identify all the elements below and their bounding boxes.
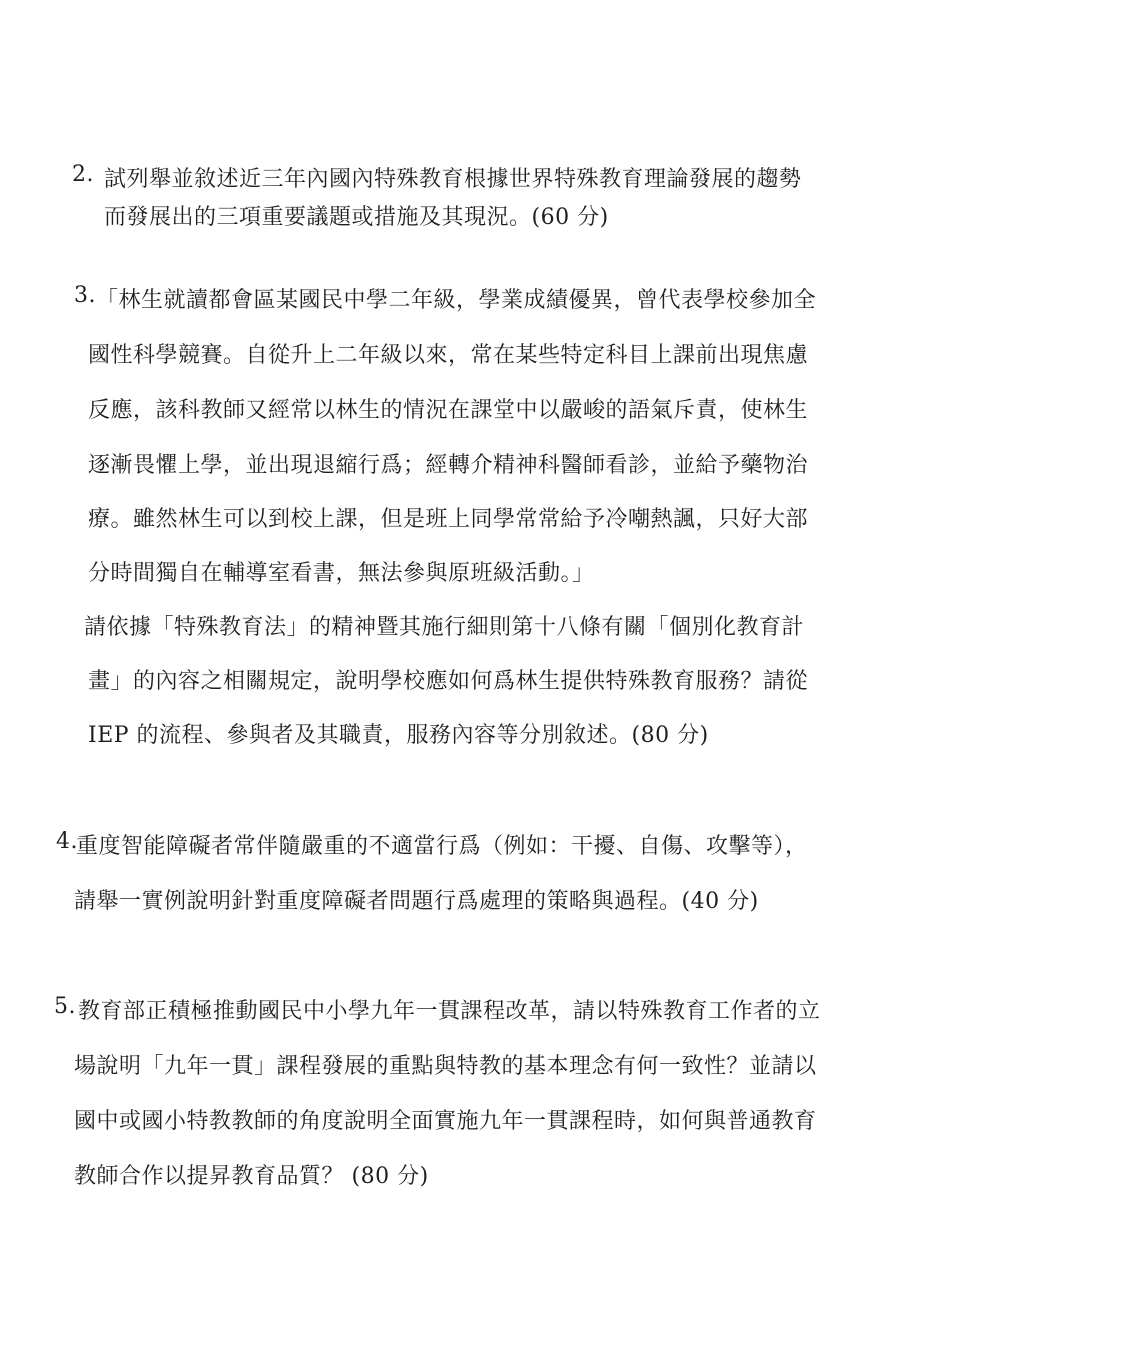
question-text-line: 「林生就讀都會區某國民中學二年級，學業成績優異，曾代表學校參加全 xyxy=(96,288,817,313)
question-text-line: 試列舉並敘述近三年內國內特殊教育根據世界特殊教育理論發展的趨勢 xyxy=(104,167,802,192)
question-text-line: 請舉一實例說明針對重度障礙者問題行爲處理的策略與過程。(40 分) xyxy=(74,889,759,914)
question-text-line: 教育部正積極推動國民中小學九年一貫課程改革，請以特殊教育工作者的立 xyxy=(78,999,821,1024)
question-text-line: 場說明「九年一貫」課程發展的重點與特教的基本理念有何一致性？並請以 xyxy=(74,1054,817,1079)
question-text-line: 而發展出的三項重要議題或措施及其現況。(60 分) xyxy=(104,205,609,230)
question-number: 4. xyxy=(56,829,78,854)
question-text-line: 請依據「特殊教育法」的精神暨其施行細則第十八條有關「個別化教育計 xyxy=(84,615,805,640)
question-number: 2. xyxy=(72,162,94,187)
question-number: 5. xyxy=(54,994,76,1019)
question-text-line: 國性科學競賽。自從升上二年級以來，常在某些特定科目上課前出現焦慮 xyxy=(88,343,809,368)
question-text-line: 逐漸畏懼上學，並出現退縮行爲；經轉介精神科醫師看診，並給予藥物治 xyxy=(88,453,809,478)
question-text-line: 畫」的內容之相關規定，說明學校應如何爲林生提供特殊教育服務？請從 xyxy=(88,669,809,694)
question-text-line: 反應，該科教師又經常以林生的情況在課堂中以嚴峻的語氣斥責，使林生 xyxy=(88,398,809,423)
question-text-line: 重度智能障礙者常伴隨嚴重的不適當行爲（例如：干擾、自傷、攻擊等）， xyxy=(76,834,808,859)
question-text-line: 教師合作以提昇教育品質？ (80 分) xyxy=(74,1164,429,1189)
question-text-line: 分時間獨自在輔導室看書，無法參與原班級活動。」 xyxy=(88,561,595,586)
question-number: 3. xyxy=(74,283,96,308)
question-text-line: 療。雖然林生可以到校上課，但是班上同學常常給予冷嘲熱諷，只好大部 xyxy=(88,507,809,532)
question-text-line: IEP 的流程、參與者及其職責，服務內容等分別敘述。(80 分) xyxy=(88,723,709,748)
question-text-line: 國中或國小特教教師的角度說明全面實施九年一貫課程時，如何與普通教育 xyxy=(74,1109,817,1134)
